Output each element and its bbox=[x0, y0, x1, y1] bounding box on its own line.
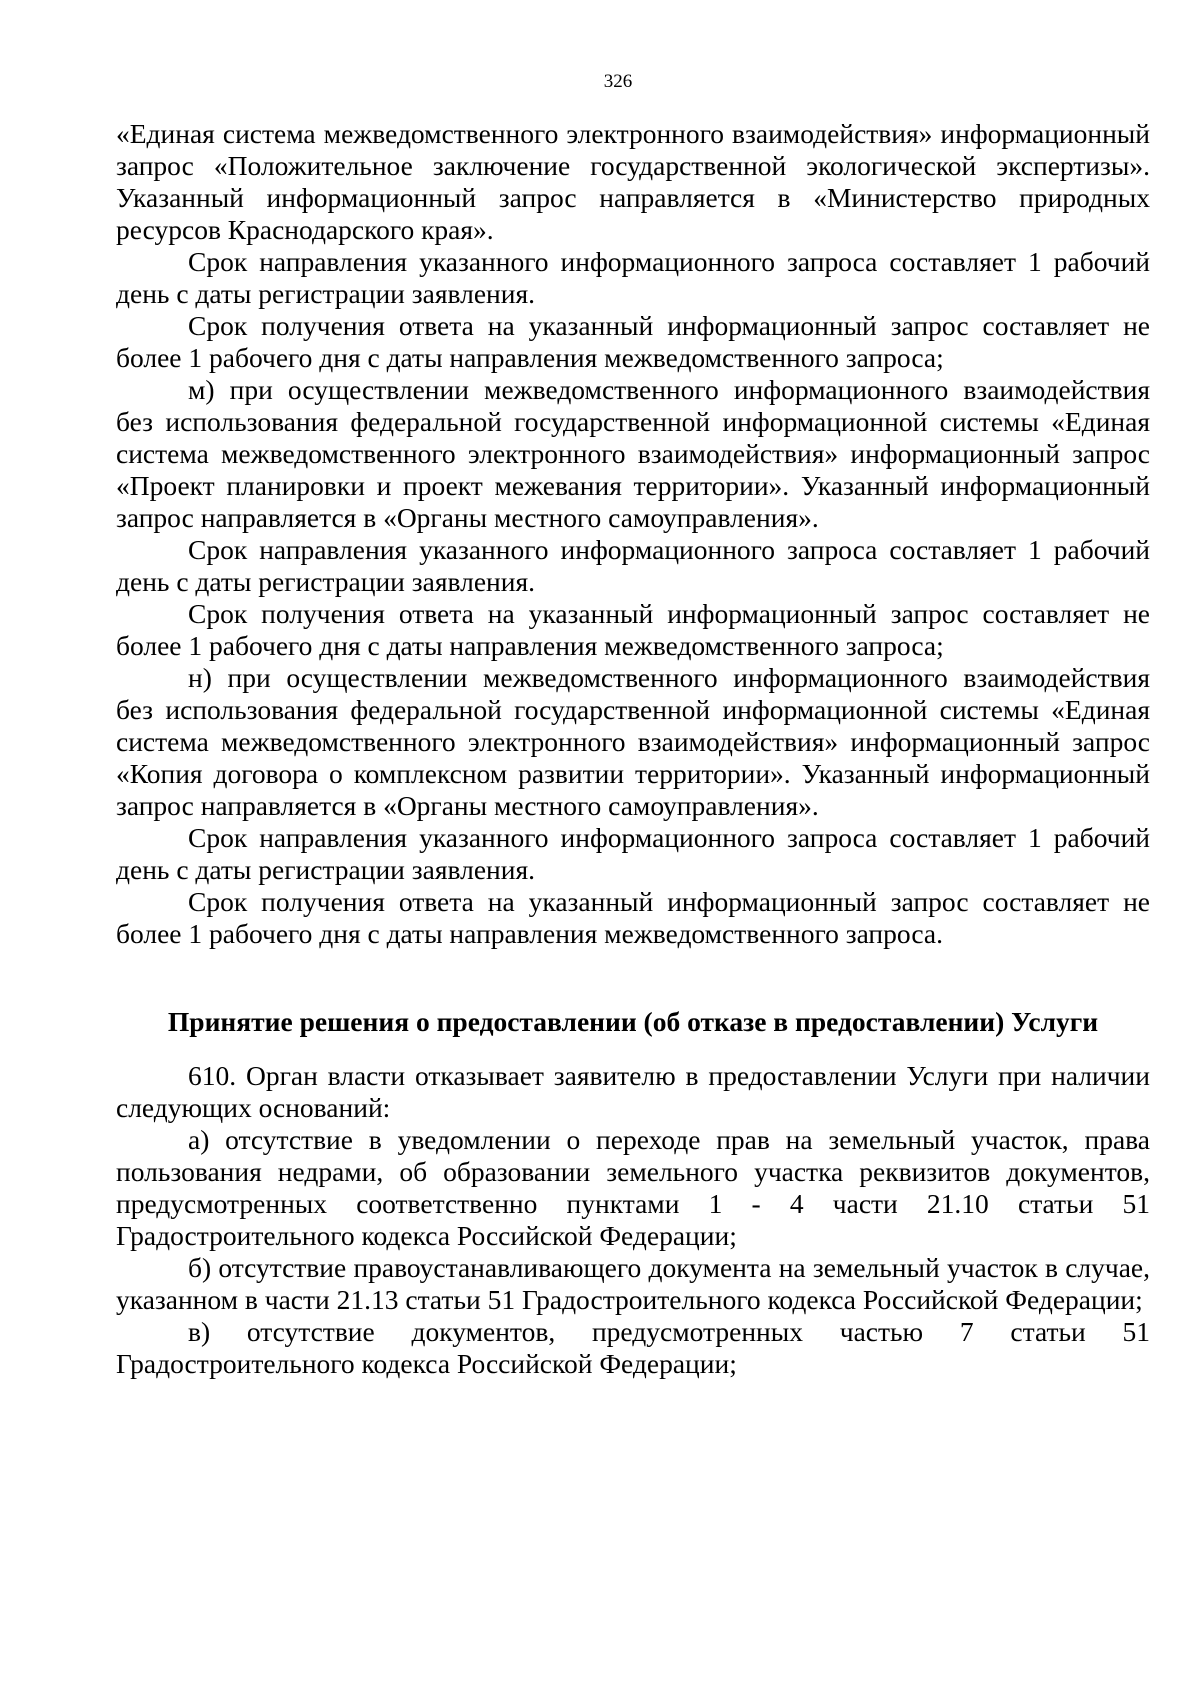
page-number: 326 bbox=[603, 71, 633, 92]
paragraph: м) при осуществлении межведомственного информационного взаимодействия без использования федеральной государственной информационной системы «Единая система межведомственного электронного взаимодействия» информационный запрос «Проект планировки и проект межевания территории». Указанный информационный запрос направляется в «Органы местного самоуправления». bbox=[116, 374, 1150, 533]
paragraph: Срок направления указанного информационного запроса составляет 1 рабочий день с даты регистрации заявления. bbox=[116, 246, 1150, 309]
paragraph: а) отсутствие в уведомлении о переходе прав на земельный участок, права пользования недрами, об образовании земельного участка реквизитов документов, предусмотренных соответственно пунктами 1 - 4 части 21.10 статьи 51 Градостроительного кодекса Российской Федерации; bbox=[116, 1124, 1150, 1251]
paragraph: н) при осуществлении межведомственного информационного взаимодействия без использования федеральной государственной информационной системы «Единая система межведомственного электронного взаимодействия» информационный запрос «Копия договора о комплексном развитии территории». Указанный информационный запрос направляется в «Органы местного самоуправления». bbox=[116, 662, 1150, 821]
paragraph: «Единая система межведомственного электронного взаимодействия» информационный запрос «Положительное заключение государственной экологической экспертизы». Указанный информационный запрос направляется в «Министерство природных ресурсов Краснодарского края». bbox=[116, 118, 1150, 245]
document-body bbox=[116, 118, 1150, 1380]
paragraph: Срок получения ответа на указанный информационный запрос составляет не более 1 рабочего дня с даты направления межведомственного запроса; bbox=[116, 598, 1150, 661]
section-heading: Принятие решения о предоставлении (об отказе в предоставлении) Услуги bbox=[167, 1006, 1099, 1037]
paragraph: Срок получения ответа на указанный информационный запрос составляет не более 1 рабочего дня с даты направления межведомственного запроса. bbox=[116, 886, 1150, 949]
paragraph: 610. Орган власти отказывает заявителю в предоставлении Услуги при наличии следующих оснований: bbox=[116, 1060, 1150, 1123]
paragraph: Срок получения ответа на указанный информационный запрос составляет не более 1 рабочего дня с даты направления межведомственного запроса; bbox=[116, 310, 1150, 373]
paragraph: Срок направления указанного информационного запроса составляет 1 рабочий день с даты регистрации заявления. bbox=[116, 534, 1150, 597]
paragraph: Срок направления указанного информационного запроса составляет 1 рабочий день с даты регистрации заявления. bbox=[116, 822, 1150, 885]
paragraph: в) отсутствие документов, предусмотренных частью 7 статьи 51 Градостроительного кодекса Российской Федерации; bbox=[116, 1316, 1150, 1379]
paragraph: б) отсутствие правоустанавливающего документа на земельный участок в случае, указанном в части 21.13 статьи 51 Градостроительного кодекса Российской Федерации; bbox=[116, 1252, 1150, 1315]
